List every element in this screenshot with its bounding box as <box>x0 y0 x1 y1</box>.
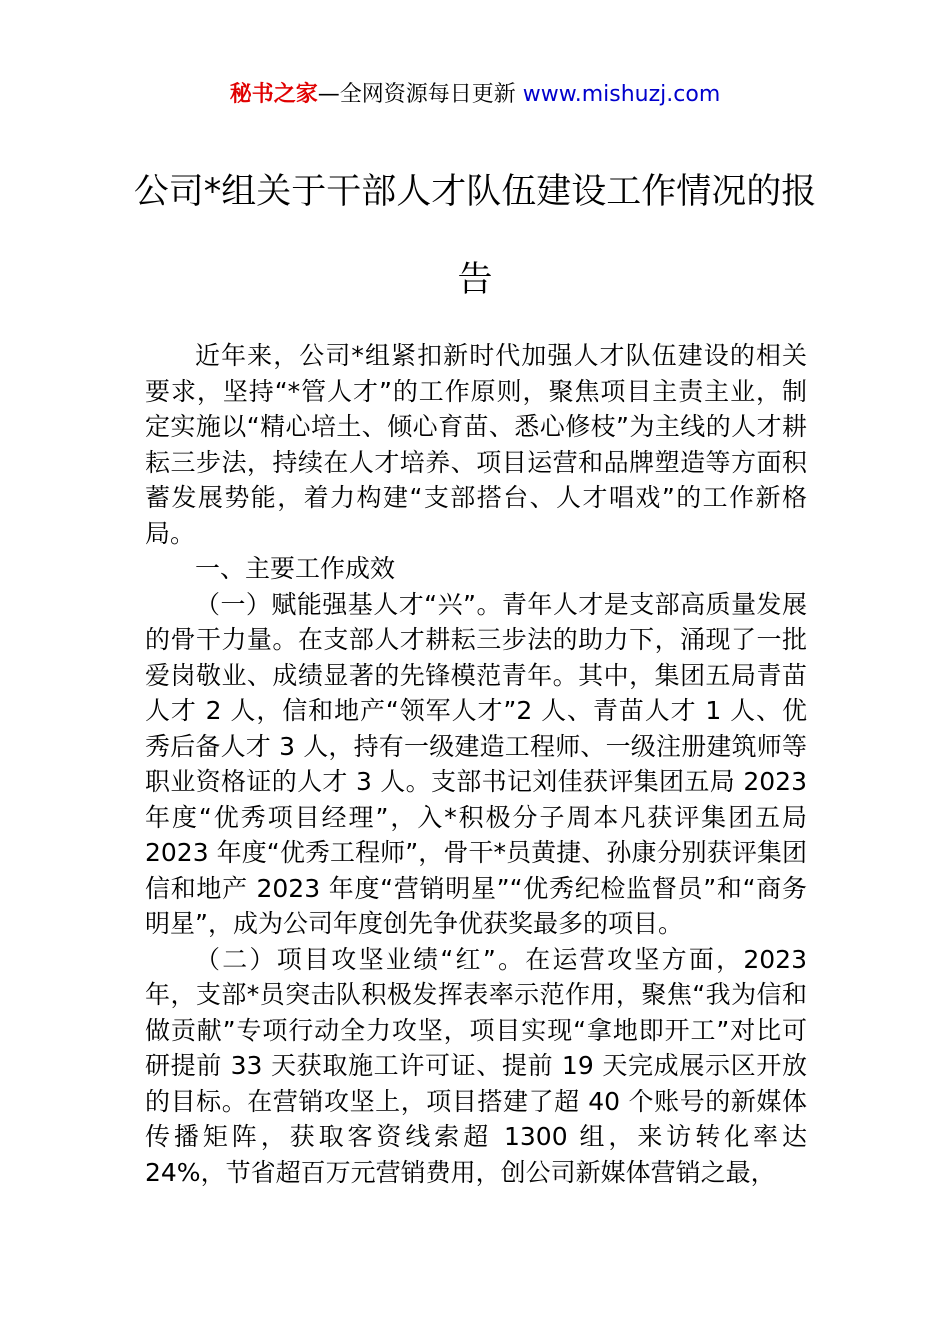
section-heading: 一、主要工作成效 <box>195 554 396 583</box>
paragraph-talent: （一）赋能强基人才“兴”。青年人才是支部高质量发展的骨干力量。在支部人才耕耘三步法的助力下，涌现了一批爱岗敬业、成绩显著的先锋模范青年。其中，集团五局青苗人才 2 人，信和地产“领军人才”2 人、青苗人才 1 人、优秀后备人才 3 人，持有一级建造工程师、一级注册建筑师等职业资格证的人才 3 人。支部书记刘佳获评集团五局 2023 年度“优秀项目经理”，入*积极分子周本凡获评集团五局 2023 年度“优秀工程师”，骨干*员黄捷、孙康分别获评集团信和地产 2023 年度“营销明星”“优秀纪检监督员”和“商务明星”，成为公司年度创先争优获奖最多的项目。 <box>145 589 807 938</box>
document-body <box>145 338 807 1190</box>
header-url-link[interactable]: www.mishuzj.com <box>522 82 721 107</box>
header-brand: 秘书之家 <box>229 82 318 107</box>
paragraph-project: （二）项目攻坚业绩“红”。在运营攻坚方面，2023 年，支部*员突击队积极发挥表率示范作用，聚焦“我为信和做贡献”专项行动全力攻坚，项目实现“拿地即开工”对比可研提前 33 天获取施工许可证、提前 19 天完成展示区开放的目标。在营销攻坚上，项目搭建了超 40 个账号的新媒体传播矩阵，获取客资线索超 1300 组，来访转化率达 24%，节省超百万元营销费用，创公司新媒体营销之最， <box>145 944 807 1187</box>
header-slogan: —全网资源每日更新 <box>317 82 523 107</box>
paragraph-intro: 近年来，公司*组紧扣新时代加强人才队伍建设的相关要求，坚持“*管人才”的工作原则，聚焦项目主责主业，制定实施以“精心培土、倾心育苗、悉心修枝”为主线的人才耕耘三步法，持续在人才培养、项目运营和品牌塑造等方面积蓄发展势能，着力构建“支部搭台、人才唱戏”的工作新格局。 <box>145 341 807 548</box>
document-title: 公司*组关于干部人才队伍建设工作情况的报告 <box>133 172 817 300</box>
site-header <box>0 78 950 112</box>
